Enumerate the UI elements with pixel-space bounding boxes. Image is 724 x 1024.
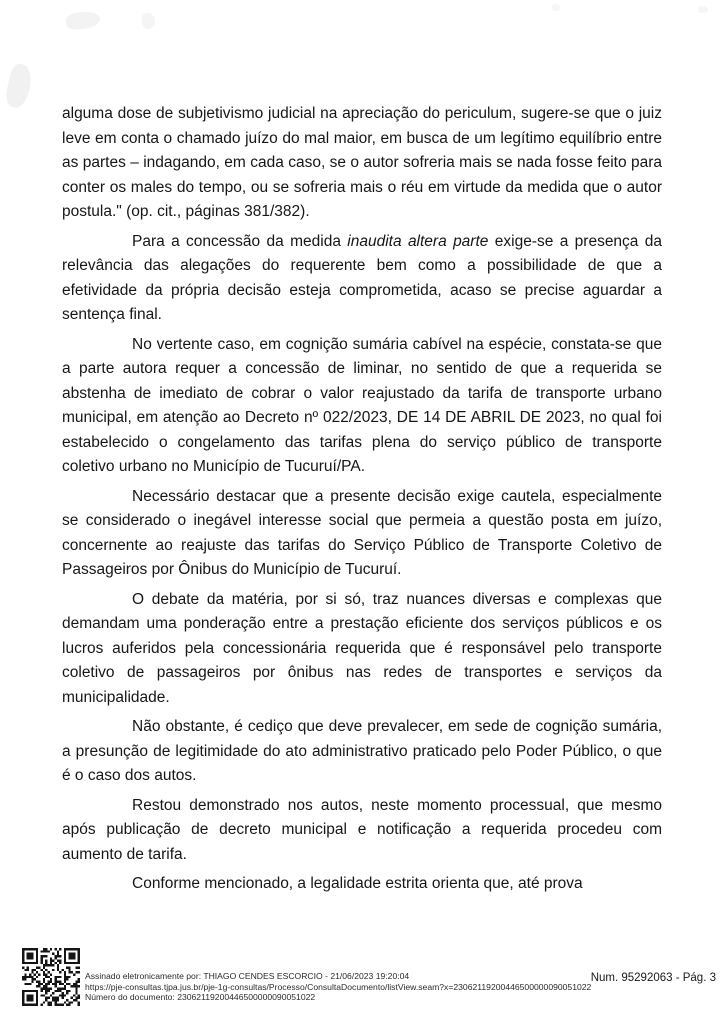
paragraph-text: alguma dose de subjetivismo judicial na apreciação do periculum, sugere-se que o juiz leve em conta o chamado juízo do mal maior, em busca de um legítimo equilíbrio entre as partes – indagando, em cada caso, se o autor sofreria mais se nada fosse feito para conter os males do tempo, ou se sofreria mais o réu em virtude da medida que o autor postula." (op. cit., páginas 381/382). <box>62 105 662 220</box>
paragraph-text: Conforme mencionado, a legalidade estrita orienta que, até prova <box>132 875 583 892</box>
paragraph-text: Necessário destacar que a presente decisão exige cautela, especialmente se considerado o inegável interesse social que permeia a questão posta em juízo, concernente ao reajuste das tarifas do Serviço Público de Transporte Coletivo de Passageiros por Ônibus do Município de Tucuruí. <box>62 487 662 578</box>
document-url: https://pje-consultas.tjpa.jus.br/pje-1g-consultas/Processo/ConsultaDocumento/listView.seam?x=23062119200446500000090051022 <box>85 981 592 992</box>
paragraph <box>62 715 662 789</box>
paragraph-text: Para a concessão da medida <box>132 232 348 250</box>
paragraph-text: O debate da matéria, por si só, traz nuances diversas e complexas que demandam uma ponderação entre a prestação eficiente dos serviços públicos e os lucros auferidos pela concessionária requerida que é responsável pelo transporte coletivo de passageiros por ônibus nas redes de transportes e serviços da municipalidade. <box>62 590 662 706</box>
paragraph <box>62 102 662 225</box>
signature-line: Assinado eletronicamente por: THIAGO CENDES ESCORCIO - 21/06/2023 19:20:04 <box>85 971 410 981</box>
paragraph <box>62 230 662 328</box>
scan-artifact <box>4 62 35 110</box>
paragraph <box>62 588 662 711</box>
latin-citation-text: inaudita altera parte <box>347 232 489 250</box>
paragraph-text: No vertente caso, em cognição sumária cabível na espécie, constata-se que a parte autora requer a concessão de liminar, no sentido de que a requerida se abstenha de imediato de cobrar o valor reajustado da tarifa de transporte urbano municipal, em atenção ao Decreto nº 022/2023, DE 14 DE ABRIL DE 2023, no qual foi estabelecido o congelamento das tarifas plena do serviço público de transporte coletivo urbano no Município de Tucuruí/PA. <box>62 335 662 475</box>
qr-code-icon <box>22 948 80 1006</box>
paragraph-text: exige-se a presença da relevância das alegações do requerente bem como a possibilidade de que a efetividade da própria decisão esteja comprometida, acaso se precise aguardar a sentença final. <box>62 232 663 323</box>
document-number: Número do documento: 23062119200446500000090051022 <box>85 992 316 1002</box>
paragraph <box>62 485 662 583</box>
paragraph <box>62 333 662 480</box>
paragraph-text: Não obstante, é cediço que deve prevalecer, em sede de cognição sumária, a presunção de legitimidade do ato administrativo praticado pelo Poder Público, o que é o caso dos autos. <box>62 718 662 784</box>
paragraph <box>62 872 662 897</box>
page-reference: Num. 95292063 - Pág. 3 <box>590 972 716 984</box>
scan-artifact <box>552 4 560 11</box>
scan-artifact <box>698 6 708 13</box>
scan-artifact <box>142 13 155 29</box>
document-body <box>62 102 662 902</box>
paragraph-text: Restou demonstrado nos autos, neste momento processual, que mesmo após publicação de decreto municipal e notificação a requerida procedeu com aumento de tarifa. <box>62 796 662 863</box>
paragraph <box>62 794 662 868</box>
signature-block <box>85 971 605 1003</box>
scan-artifact <box>65 10 101 32</box>
